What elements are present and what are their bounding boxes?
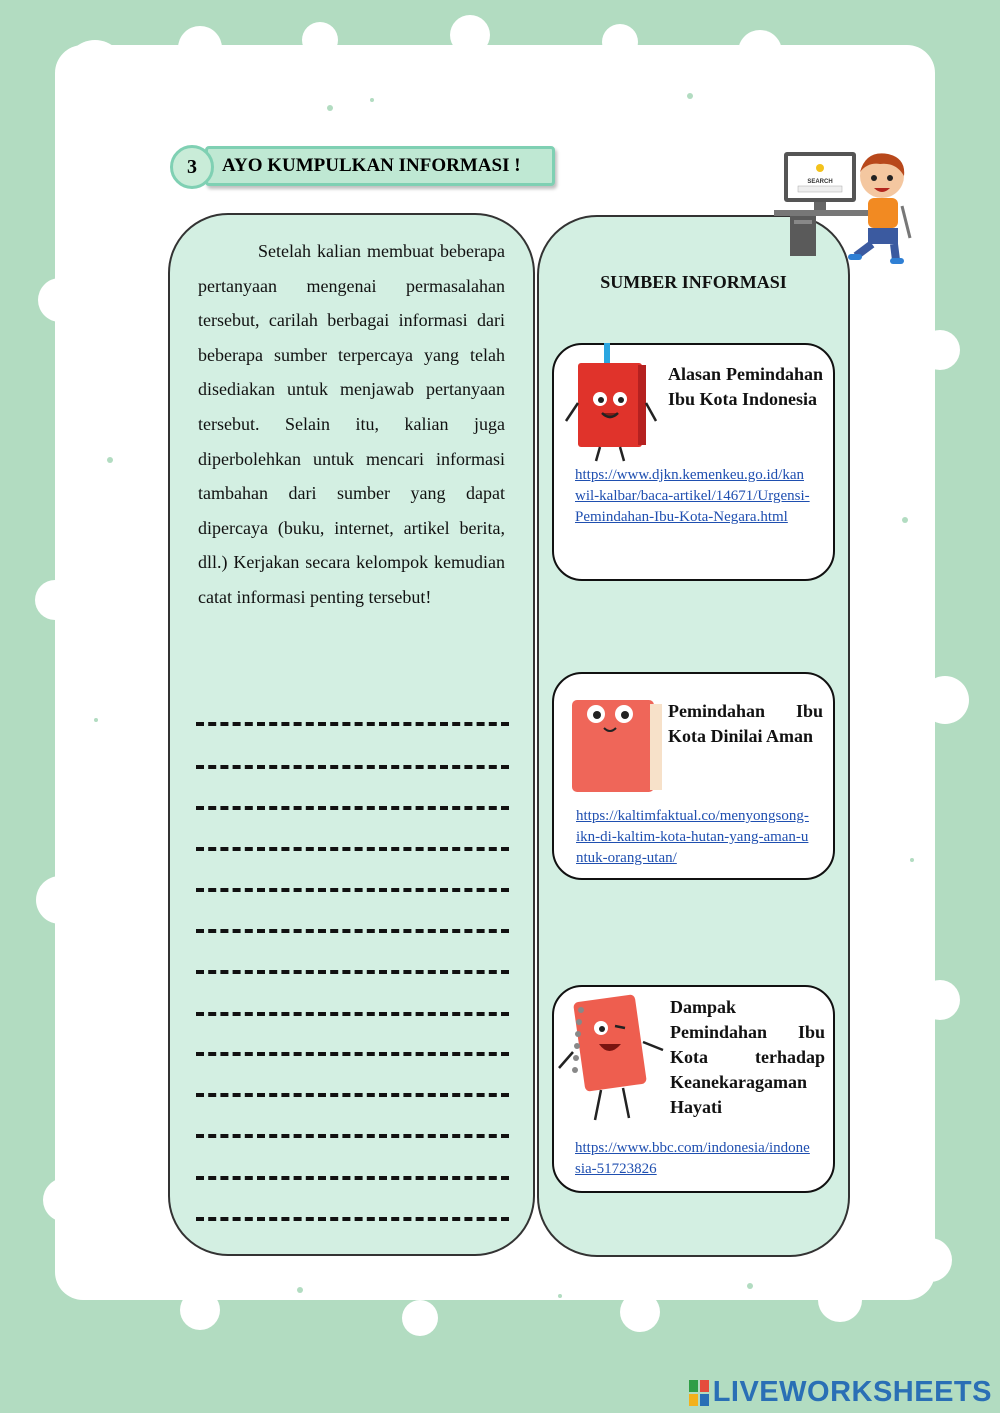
answer-line[interactable] [196, 1176, 509, 1180]
source-title: Pemindahan Ibu Kota Dinilai Aman [668, 701, 823, 746]
liveworksheets-logo-icon [689, 1380, 709, 1406]
pink-book-icon [566, 696, 666, 796]
search-screen-text: SEARCH [807, 179, 833, 185]
section-title: AYO KUMPULKAN INFORMASI ! [205, 146, 555, 186]
answer-line[interactable] [196, 888, 509, 892]
answer-line[interactable] [196, 847, 509, 851]
answer-line[interactable] [196, 806, 509, 810]
source-link[interactable]: https://www.djkn.kemenkeu.go.id/kanwil-kalbar/baca-artikel/14671/Urgensi-Pemindahan-Ibu-Kota-Negara.html [575, 467, 810, 525]
source-link[interactable]: https://www.bbc.com/indonesia/indonesia-51723826 [575, 1140, 810, 1177]
red-book-icon [560, 343, 660, 465]
answer-line[interactable] [196, 765, 509, 769]
answer-line[interactable] [196, 722, 509, 726]
answer-line[interactable] [196, 1093, 509, 1097]
answer-line[interactable] [196, 1134, 509, 1138]
answer-line[interactable] [196, 929, 509, 933]
source-link[interactable]: https://kaltimfaktual.co/menyongsong-ikn-di-kaltim-kota-hutan-yang-aman-untuk-orang-utan/ [576, 808, 809, 866]
answer-line[interactable] [196, 970, 509, 974]
sources-title: SUMBER INFORMASI [600, 272, 787, 292]
brand-watermark [689, 1376, 992, 1409]
source-title: Alasan Pemindahan Ibu Kota Indonesia [668, 364, 823, 409]
notebook-icon [557, 992, 669, 1124]
answer-line[interactable] [196, 1012, 509, 1016]
brand-name: LIVEWORKSHEETS [712, 1376, 992, 1408]
answer-line[interactable] [196, 1217, 509, 1221]
kid-computer-illustration [770, 148, 915, 268]
source-title: Dampak Pemindahan Ibu Kota terhadap Keanekaragaman Hayati [670, 997, 825, 1117]
answer-line[interactable] [196, 1052, 509, 1056]
step-number-badge: 3 [170, 145, 214, 189]
instructions-text: Setelah kalian membuat beberapa pertanyaan mengenai permasalahan tersebut, carilah berbagai informasi dari beberapa sumber terpercaya yang telah disediakan untuk menjawab pertanyaan tersebut. Selain itu, kalian juga diperbolehkan untuk mencari informasi tambahan dari sumber yang dapat dipercaya (buku, internet, artikel berita, dll.) Kerjakan secara kelompok kemudian catat informasi penting tersebut! [198, 241, 505, 607]
